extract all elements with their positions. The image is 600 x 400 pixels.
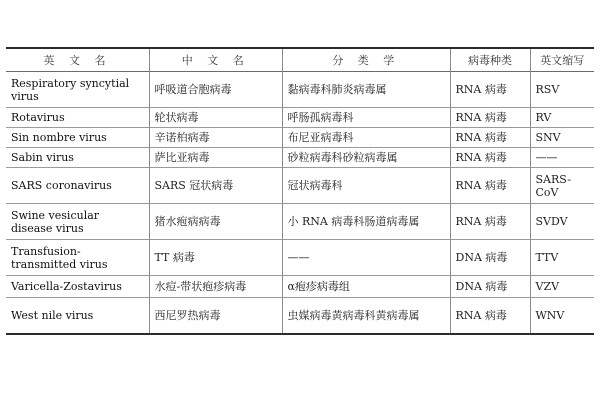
cell-chinese-name: 辛诺柏病毒 — [149, 128, 282, 148]
cell-english-name: Swine vesicular disease virus — [11, 208, 100, 235]
cell-taxonomy: —— — [282, 240, 450, 276]
cell-chinese-name: 呼吸道合胞病毒 — [149, 72, 282, 108]
cell-chinese-name: 西尼罗热病毒 — [149, 298, 282, 334]
cell-taxonomy: 砂粒病毒科砂粒病毒属 — [282, 148, 450, 168]
table-row — [6, 204, 594, 240]
cell-english-name: SARS coronavirus — [11, 179, 112, 192]
cell-virus-type: RNA 病毒 — [450, 298, 530, 334]
cell-virus-type: RNA 病毒 — [450, 148, 530, 168]
table-row — [6, 276, 594, 298]
cell-taxonomy: 冠状病毒科 — [282, 168, 450, 204]
cell-taxonomy: α疱疹病毒组 — [282, 276, 450, 298]
cell-english-name: Sin nombre virus — [11, 131, 107, 144]
cell-virus-type: DNA 病毒 — [450, 276, 530, 298]
cell-taxonomy: 布尼亚病毒科 — [282, 128, 450, 148]
cell-abbreviation: SVDV — [530, 204, 594, 240]
cell-virus-type: DNA 病毒 — [450, 240, 530, 276]
cell-chinese-name: 萨比亚病毒 — [149, 148, 282, 168]
cell-virus-type: RNA 病毒 — [450, 108, 530, 128]
table-header-row — [6, 48, 594, 72]
cell-abbreviation: TTV — [530, 240, 594, 276]
header-virus-type: 病毒种类 — [450, 48, 530, 72]
header-taxonomy: 分 类 学 — [282, 48, 450, 72]
cell-english-name: West nile virus — [11, 308, 94, 322]
virus-table-container — [6, 47, 594, 335]
cell-virus-type: RNA 病毒 — [450, 204, 530, 240]
cell-taxonomy: 虫媒病毒黄病毒科黄病毒属 — [282, 298, 450, 334]
header-chinese-name: 中 文 名 — [149, 48, 282, 72]
cell-chinese-name: TT 病毒 — [149, 240, 282, 276]
cell-abbreviation: —— — [530, 148, 594, 168]
cell-abbreviation: RSV — [530, 72, 594, 108]
cell-english-name: Transfusion-transmitted virus — [11, 244, 108, 271]
cell-abbreviation: VZV — [530, 276, 594, 298]
cell-english-name: Varicella-Zostavirus — [11, 280, 122, 293]
cell-english-name: Rotavirus — [11, 111, 65, 124]
table-row — [6, 168, 594, 204]
cell-english-name: Respiratory syncytial virus — [11, 76, 130, 103]
cell-virus-type: RNA 病毒 — [450, 168, 530, 204]
cell-virus-type: RNA 病毒 — [450, 128, 530, 148]
cell-abbreviation: SNV — [530, 128, 594, 148]
table-row — [6, 240, 594, 276]
header-english-name: 英 文 名 — [43, 53, 111, 67]
table-row — [6, 128, 594, 148]
cell-abbreviation: WNV — [530, 298, 594, 334]
cell-abbreviation: SARS-CoV — [530, 168, 594, 204]
header-abbreviation: 英文缩写 — [530, 48, 594, 72]
cell-chinese-name: 猪水疱病病毒 — [149, 204, 282, 240]
table-row — [6, 148, 594, 168]
virus-table — [6, 47, 594, 335]
cell-chinese-name: SARS 冠状病毒 — [149, 168, 282, 204]
cell-taxonomy: 呼肠孤病毒科 — [282, 108, 450, 128]
table-row — [6, 298, 594, 334]
cell-virus-type: RNA 病毒 — [450, 72, 530, 108]
cell-english-name: Sabin virus — [11, 151, 74, 164]
cell-chinese-name: 水痘-带状疱疹病毒 — [149, 276, 282, 298]
cell-taxonomy: 黏病毒科肺炎病毒属 — [282, 72, 450, 108]
cell-chinese-name: 轮状病毒 — [149, 108, 282, 128]
cell-abbreviation: RV — [530, 108, 594, 128]
table-row — [6, 72, 594, 108]
table-row — [6, 108, 594, 128]
cell-taxonomy: 小 RNA 病毒科肠道病毒属 — [282, 204, 450, 240]
